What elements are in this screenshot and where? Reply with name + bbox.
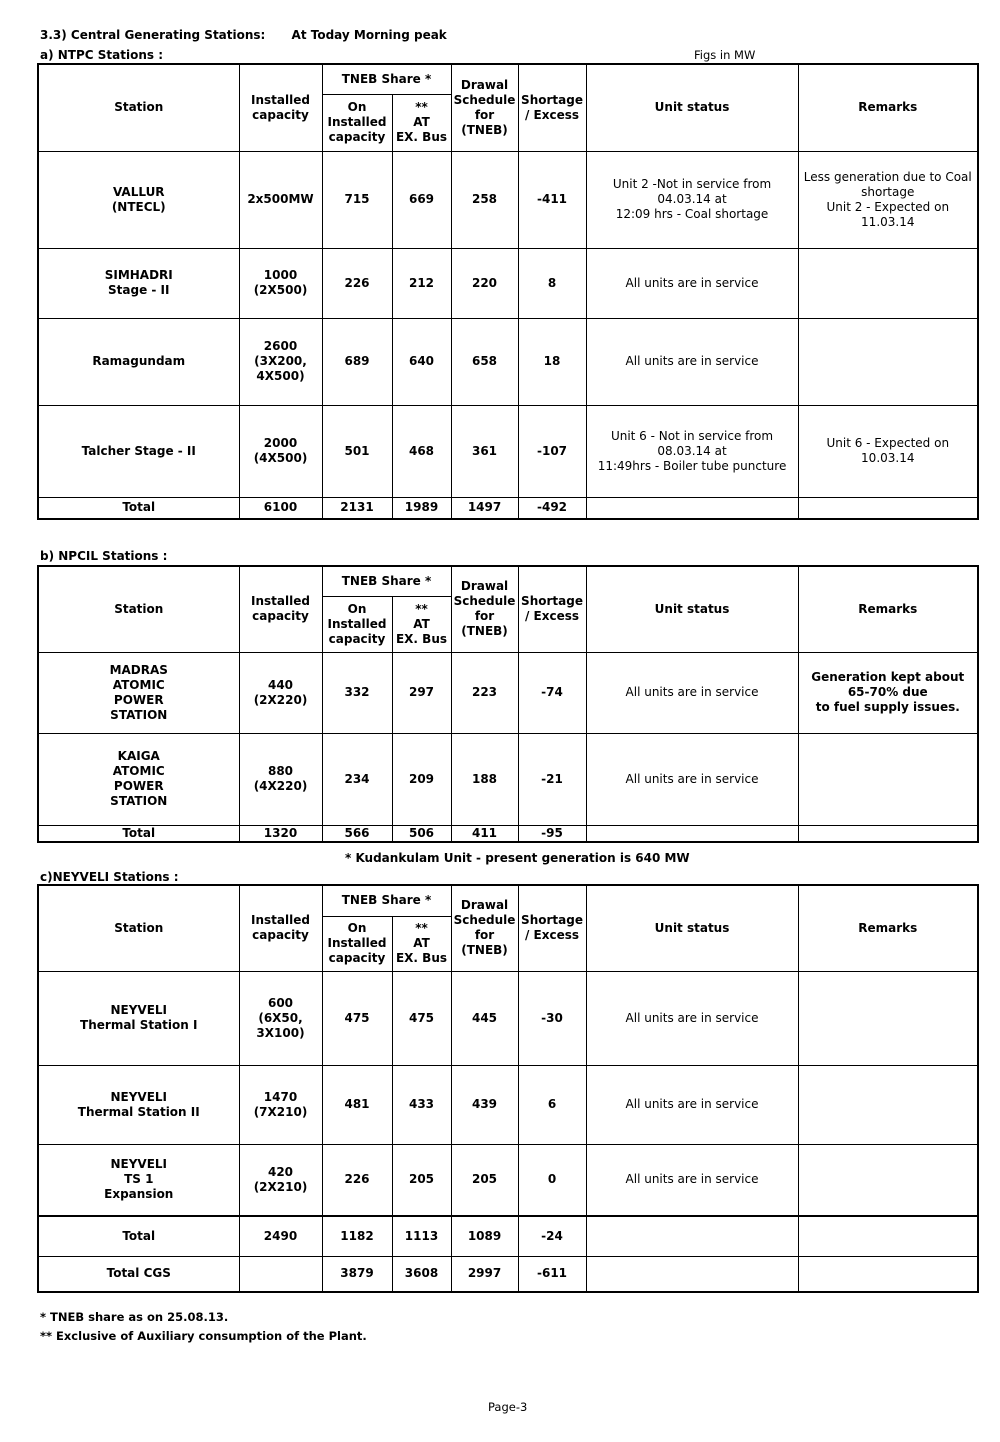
col-station: Station — [38, 566, 239, 652]
npcil-table — [37, 565, 979, 843]
col-unit-status: Unit status — [586, 566, 798, 652]
col-at-bus: ** AT EX. Bus — [392, 596, 451, 652]
figs-unit: Figs in MW — [694, 48, 756, 62]
total-row: Total 2490 1182 1113 1089 -24 — [38, 1216, 978, 1256]
col-station: Station — [38, 64, 239, 151]
footnote-auxiliary: ** Exclusive of Auxiliary consumption of the Plant. — [40, 1329, 367, 1343]
section-title: 3.3) Central Generating Stations: — [40, 28, 266, 42]
table-row: SIMHADRI Stage - II 1000 (2X500) 226 212 220 8 All units are in service — [38, 248, 978, 318]
col-shortage: Shortage / Excess — [518, 64, 586, 151]
col-installed: Installed capacity — [239, 566, 322, 652]
col-unit-status: Unit status — [586, 64, 798, 151]
col-unit-status: Unit status — [586, 885, 798, 971]
ntpc-title: a) NTPC Stations : — [40, 48, 163, 62]
ntpc-table — [37, 63, 979, 520]
table-row: Ramagundam 2600 (3X200, 4X500) 689 640 658 18 All units are in service — [38, 318, 978, 405]
col-tneb-share: TNEB Share * — [322, 566, 451, 596]
col-at-bus: ** AT EX. Bus — [392, 94, 451, 151]
col-drawal: Drawal Schedule for (TNEB) — [451, 885, 518, 971]
table-row: MADRAS ATOMIC POWER STATION 440 (2X220) 332 297 223 -74 All units are in service Generation kept about 65-70% due to fuel supply issues. — [38, 652, 978, 733]
table-row: KAIGA ATOMIC POWER STATION 880 (4X220) 234 209 188 -21 All units are in service — [38, 733, 978, 825]
table-row: NEYVELI Thermal Station II 1470 (7X210) 481 433 439 6 All units are in service — [38, 1065, 978, 1144]
npcil-title: b) NPCIL Stations : — [40, 549, 168, 563]
neyveli-title: c)NEYVELI Stations : — [40, 870, 179, 884]
section-heading — [40, 28, 447, 42]
table-row: VALLUR (NTECL) 2x500MW 715 669 258 -411 Unit 2 -Not in service from 04.03.14 at 12:09 hrs - Coal shortage Less generation due to Coal shortage Unit 2 - Expected on 11.03.14 — [38, 151, 978, 248]
kudankulam-note: * Kudankulam Unit - present generation is 640 MW — [345, 851, 690, 865]
table-row: NEYVELI Thermal Station I 600 (6X50, 3X100) 475 475 445 -30 All units are in service — [38, 971, 978, 1065]
col-shortage: Shortage / Excess — [518, 885, 586, 971]
col-remarks: Remarks — [798, 64, 978, 151]
col-drawal: Drawal Schedule for (TNEB) — [451, 566, 518, 652]
col-tneb-share: TNEB Share * — [322, 885, 451, 916]
total-cgs-row: Total CGS 3879 3608 2997 -611 — [38, 1256, 978, 1292]
col-on-installed: On Installed capacity — [322, 94, 392, 151]
total-row: Total 6100 2131 1989 1497 -492 — [38, 497, 978, 519]
col-station: Station — [38, 885, 239, 971]
table-row: Talcher Stage - II 2000 (4X500) 501 468 361 -107 Unit 6 - Not in service from 08.03.14 at 11:49hrs - Boiler tube puncture Unit 6 - Expected on 10.03.14 — [38, 405, 978, 497]
total-row: Total 1320 566 506 411 -95 — [38, 825, 978, 842]
col-remarks: Remarks — [798, 566, 978, 652]
col-on-installed: On Installed capacity — [322, 596, 392, 652]
footnote-tneb-share: * TNEB share as on 25.08.13. — [40, 1310, 229, 1324]
col-at-bus: ** AT EX. Bus — [392, 916, 451, 971]
col-drawal: Drawal Schedule for (TNEB) — [451, 64, 518, 151]
page-number: Page-3 — [488, 1400, 528, 1414]
neyveli-table — [37, 884, 979, 1293]
peak-label: At Today Morning peak — [291, 28, 447, 42]
col-tneb-share: TNEB Share * — [322, 64, 451, 94]
col-shortage: Shortage / Excess — [518, 566, 586, 652]
col-installed: Installed capacity — [239, 885, 322, 971]
table-row: NEYVELI TS 1 Expansion 420 (2X210) 226 205 205 0 All units are in service — [38, 1144, 978, 1216]
col-remarks: Remarks — [798, 885, 978, 971]
col-on-installed: On Installed capacity — [322, 916, 392, 971]
col-installed: Installed capacity — [239, 64, 322, 151]
